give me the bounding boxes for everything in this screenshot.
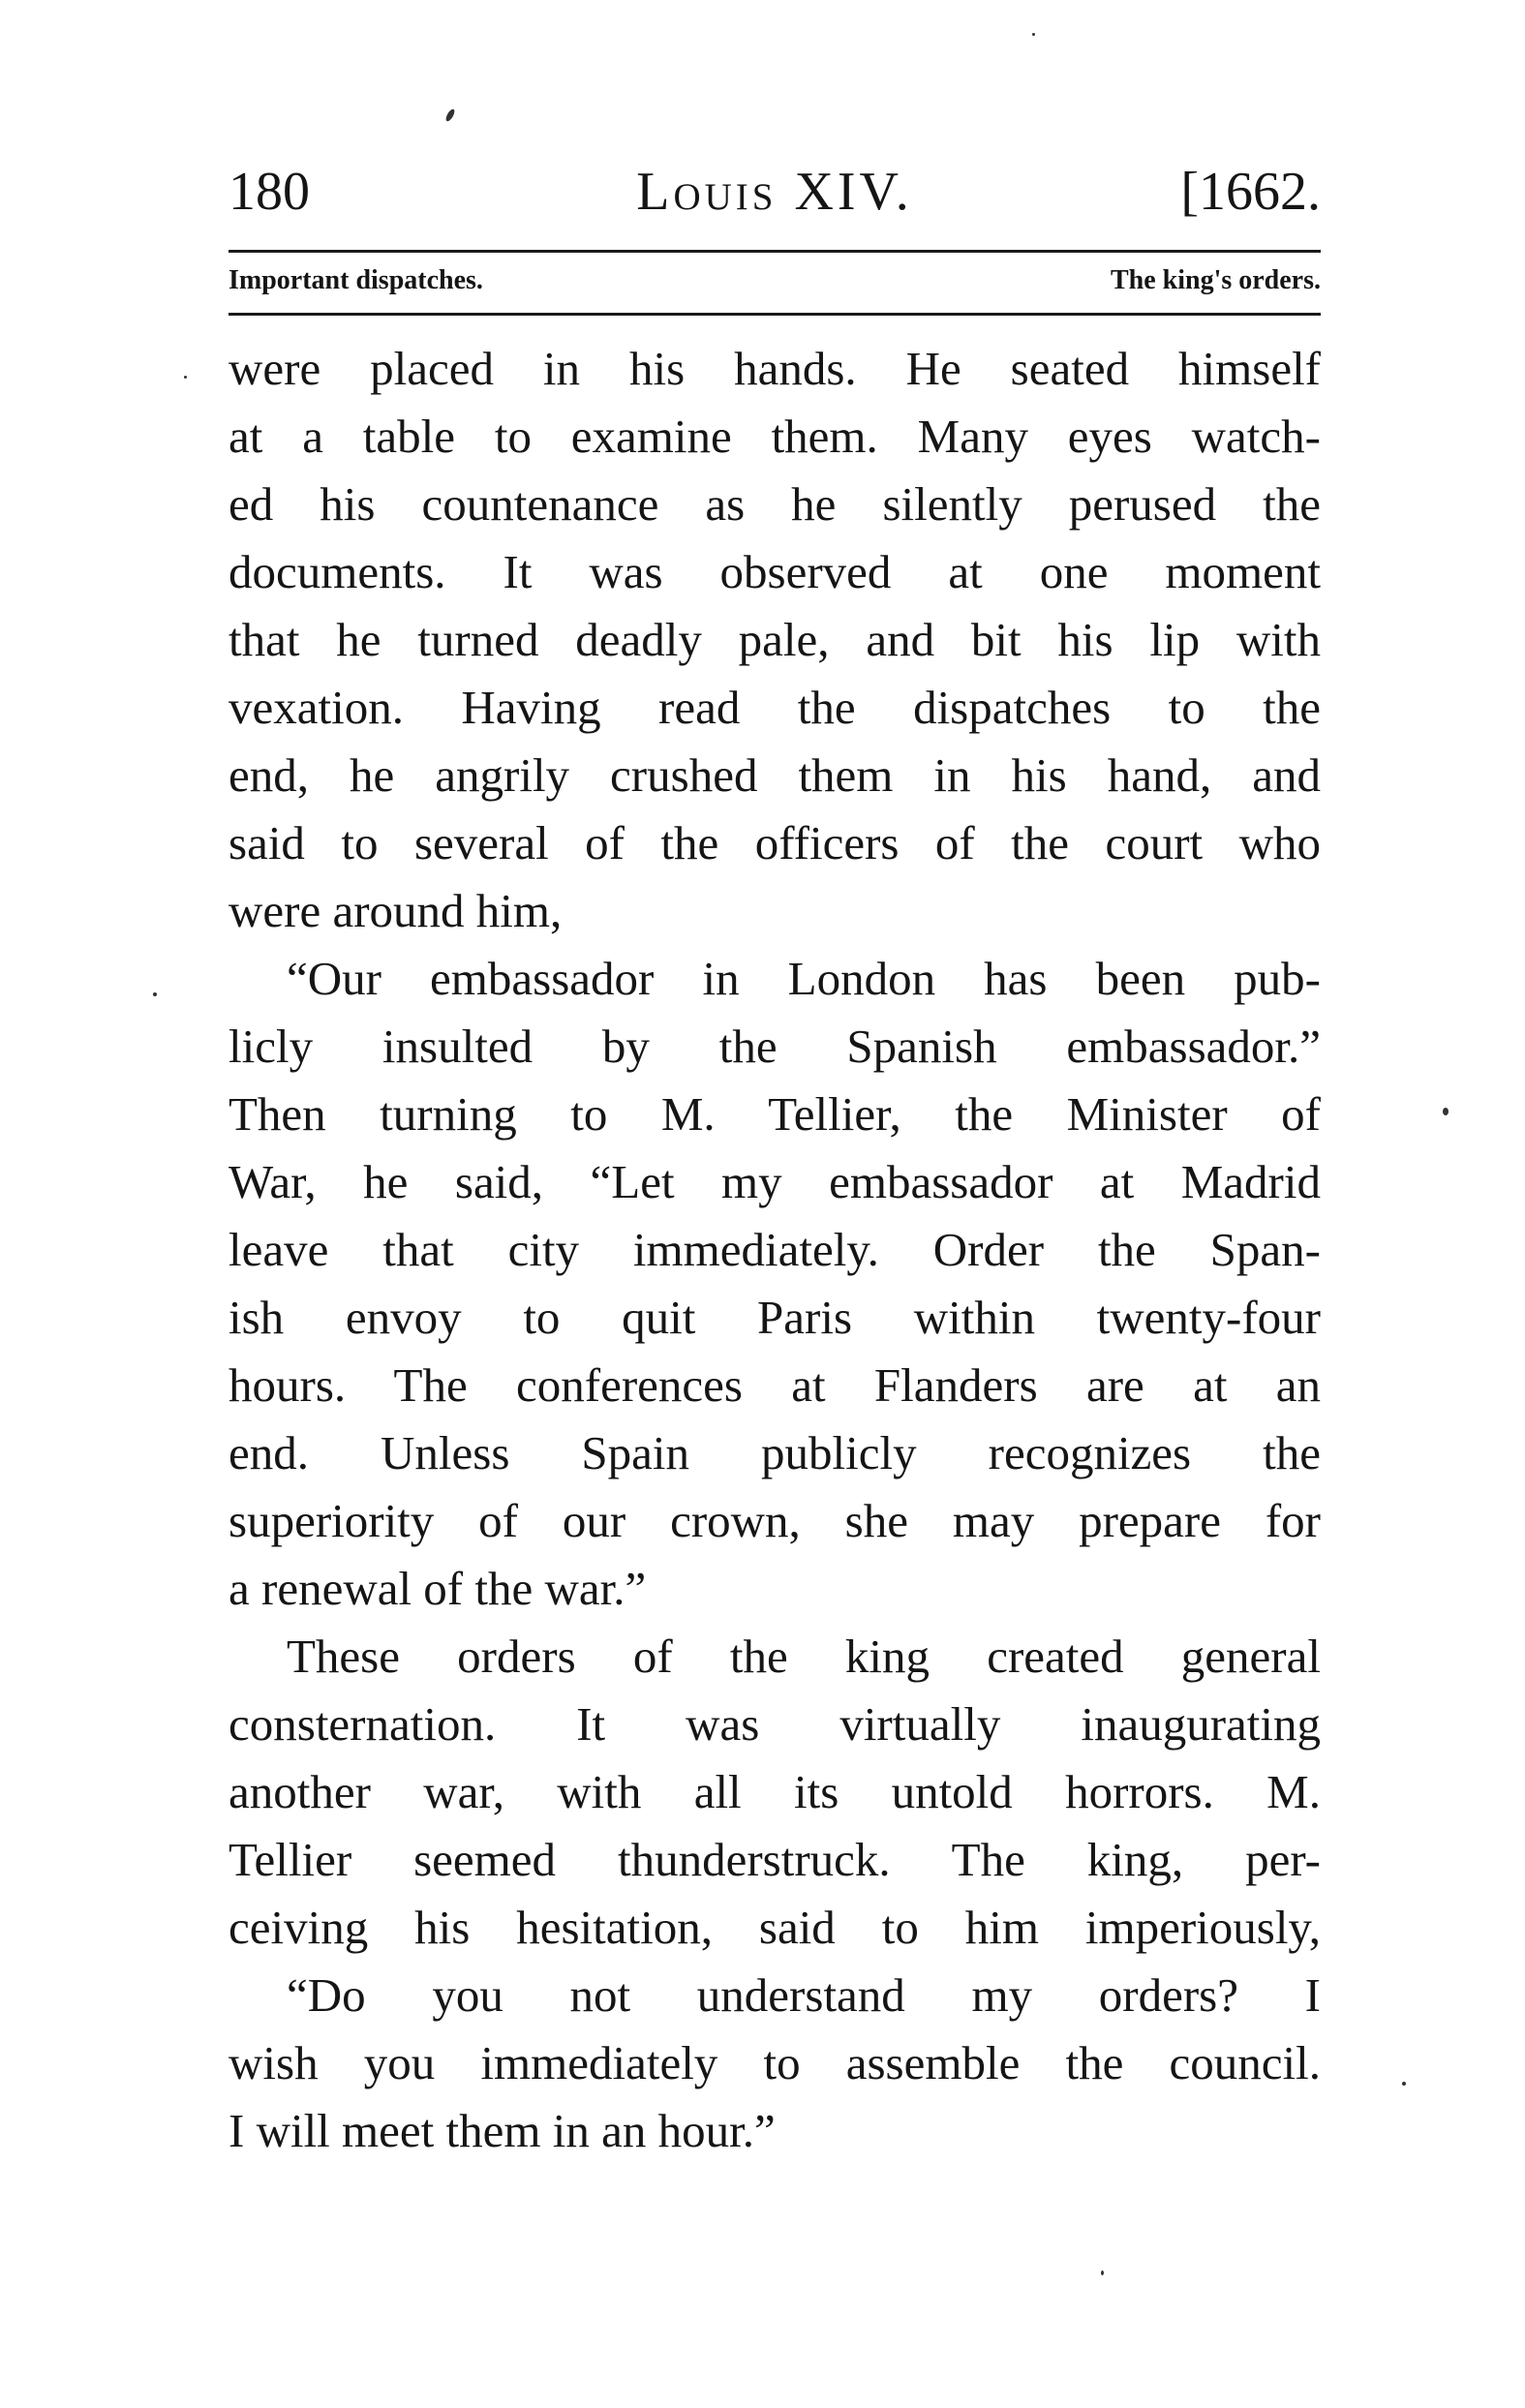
text-line: licly insulted by the Spanish embassador.” <box>229 1020 1321 1073</box>
text-line: ish envoy to quit Paris within twenty-four <box>229 1291 1321 1344</box>
scan-speck <box>184 376 187 379</box>
text-line: ed his countenance as he silently perused the <box>229 477 1321 531</box>
side-note-right: The king's orders. <box>1110 265 1321 295</box>
text-line: consternation. It was virtually inaugurating <box>229 1697 1321 1751</box>
text-line: wish you immediately to assemble the council. <box>229 2036 1321 2089</box>
text-line: that he turned deadly pale, and bit his lip with <box>229 613 1321 666</box>
scan-speck <box>153 992 157 996</box>
scan-speck <box>1402 2082 1406 2086</box>
running-head <box>229 153 1321 230</box>
scan-speck <box>1101 2271 1104 2275</box>
header-rule-bottom <box>229 313 1321 316</box>
text-line: hours. The conferences at Flanders are at an <box>229 1358 1321 1412</box>
text-line: These orders of the king created general <box>287 1630 1321 1683</box>
scan-speck <box>1032 33 1035 36</box>
text-line: end, he angrily crushed them in his hand, and <box>229 748 1321 802</box>
text-line: ceiving his hesitation, said to him imperiously, <box>229 1901 1321 1954</box>
text-line: a renewal of the war.” <box>229 1562 647 1615</box>
side-note-left: Important dispatches. <box>229 265 483 295</box>
page-year: [1662. <box>1180 162 1321 222</box>
text-line: said to several of the officers of the court who <box>229 816 1321 869</box>
scan-speck <box>1443 1108 1449 1115</box>
text-line: end. Unless Spain publicly recognizes the <box>229 1426 1321 1479</box>
text-line: were around him, <box>229 884 563 937</box>
page-number: 180 <box>229 162 310 222</box>
text-line: documents. It was observed at one moment <box>229 545 1321 598</box>
text-line: Tellier seemed thunderstruck. The king, per- <box>229 1833 1321 1886</box>
text-line: “Our embassador in London has been pub- <box>287 952 1321 1005</box>
header-rule-top <box>229 250 1321 253</box>
text-line: “Do you not understand my orders? I <box>287 1968 1321 2022</box>
book-title: Louis XIV. <box>636 162 913 222</box>
body-text <box>229 335 1321 2165</box>
text-line: another war, with all its untold horrors. M. <box>229 1765 1321 1818</box>
text-line: War, he said, “Let my embassador at Madrid <box>229 1155 1321 1208</box>
text-line: leave that city immediately. Order the Span- <box>229 1223 1321 1276</box>
scan-speck <box>444 107 456 122</box>
text-line: at a table to examine them. Many eyes watch- <box>229 410 1321 463</box>
text-line: superiority of our crown, she may prepare for <box>229 1494 1321 1547</box>
text-line: I will meet them in an hour.” <box>229 2104 776 2157</box>
text-line: Then turning to M. Tellier, the Minister of <box>229 1087 1321 1141</box>
text-line: vexation. Having read the dispatches to the <box>229 681 1321 734</box>
text-line: were placed in his hands. He seated himself <box>229 342 1321 395</box>
